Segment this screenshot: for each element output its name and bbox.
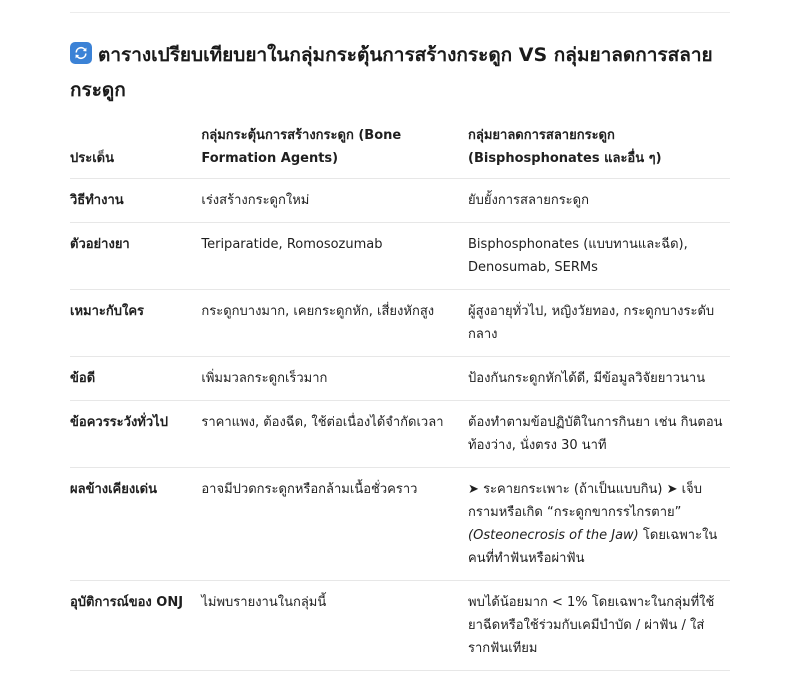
row-topic: อุบัติการณ์ของ ONJ	[70, 581, 201, 671]
row-formation-cell: เพิ่มมวลกระดูกเร็วมาก	[201, 357, 468, 401]
row-antiresorptive-cell: ป้องกันกระดูกหักได้ดี, มีข้อมูลวิจัยยาวนาน	[468, 357, 730, 401]
table-row	[70, 357, 730, 401]
row-topic: ตัวอย่างยา	[70, 223, 201, 290]
row-formation-cell: ราคาแพง, ต้องฉีด, ใช้ต่อเนื่องได้จำกัดเวลา	[201, 401, 468, 468]
row-topic: ผลข้างเคียงเด่น	[70, 468, 201, 581]
header-bone-formation: กลุ่มกระตุ้นการสร้างกระดูก (Bone Formation Agents)	[201, 118, 468, 179]
side-effect-term: (Osteonecrosis of the Jaw)	[468, 528, 639, 543]
header-antiresorptive: กลุ่มยาลดการสลายกระดูก (Bisphosphonates และอื่น ๆ)	[468, 118, 730, 179]
row-topic: วิธีทำงาน	[70, 179, 201, 223]
row-topic: ข้อควรระวังทั่วไป	[70, 401, 201, 468]
row-antiresorptive-cell: ผู้สูงอายุทั่วไป, หญิงวัยทอง, กระดูกบางระดับกลาง	[468, 290, 730, 357]
table-header-row	[70, 118, 730, 179]
row-antiresorptive-cell: Bisphosphonates (แบบทานและฉีด), Denosumab, SERMs	[468, 223, 730, 290]
page-title	[70, 38, 730, 108]
row-antiresorptive-cell	[468, 468, 730, 581]
page-title-text: ตารางเปรียบเทียบยาในกลุ่มกระตุ้นการสร้างกระดูก VS กลุ่มยาลดการสลายกระดูก	[70, 44, 713, 101]
side-effect-text: เจ็บกรามหรือเกิด “กระดูกขากรรไกรตาย”	[468, 482, 702, 520]
row-antiresorptive-cell: พบได้น้อยมาก < 1% โดยเฉพาะในกลุ่มที่ใช้ยาฉีดหรือใช้ร่วมกับเคมีบำบัด / ผ่าฟัน / ใส่รากฟันเทียม	[468, 581, 730, 671]
table-row	[70, 581, 730, 671]
row-antiresorptive-cell: ยับยั้งการสลายกระดูก	[468, 179, 730, 223]
row-formation-cell: Teriparatide, Romosozumab	[201, 223, 468, 290]
side-effect-text: ระคายกระเพาะ (ถ้าเป็นแบบกิน)	[483, 482, 663, 497]
row-topic: เหมาะกับใคร	[70, 290, 201, 357]
header-topic: ประเด็น	[70, 118, 201, 179]
table-row	[70, 468, 730, 581]
row-antiresorptive-cell: ต้องทำตามข้อปฏิบัติในการกินยา เช่น กินตอนท้องว่าง, นั่งตรง 30 นาที	[468, 401, 730, 468]
table-row	[70, 290, 730, 357]
row-topic: ข้อดี	[70, 357, 201, 401]
table-row	[70, 223, 730, 290]
comparison-table	[70, 118, 730, 671]
top-divider	[70, 12, 730, 13]
table-row	[70, 401, 730, 468]
side-effect-text: โดยเฉพาะในคนที่ทำฟันหรือผ่าฟัน	[468, 528, 718, 566]
refresh-icon	[70, 42, 92, 64]
row-formation-cell: อาจมีปวดกระดูกหรือกล้ามเนื้อชั่วคราว	[201, 468, 468, 581]
row-formation-cell: ไม่พบรายงานในกลุ่มนี้	[201, 581, 468, 671]
row-formation-cell: กระดูกบางมาก, เคยกระดูกหัก, เสี่ยงหักสูง	[201, 290, 468, 357]
table-row	[70, 179, 730, 223]
arrow-bullet-icon: ➤	[666, 482, 678, 497]
arrow-bullet-icon: ➤	[468, 482, 479, 497]
row-formation-cell: เร่งสร้างกระดูกใหม่	[201, 179, 468, 223]
